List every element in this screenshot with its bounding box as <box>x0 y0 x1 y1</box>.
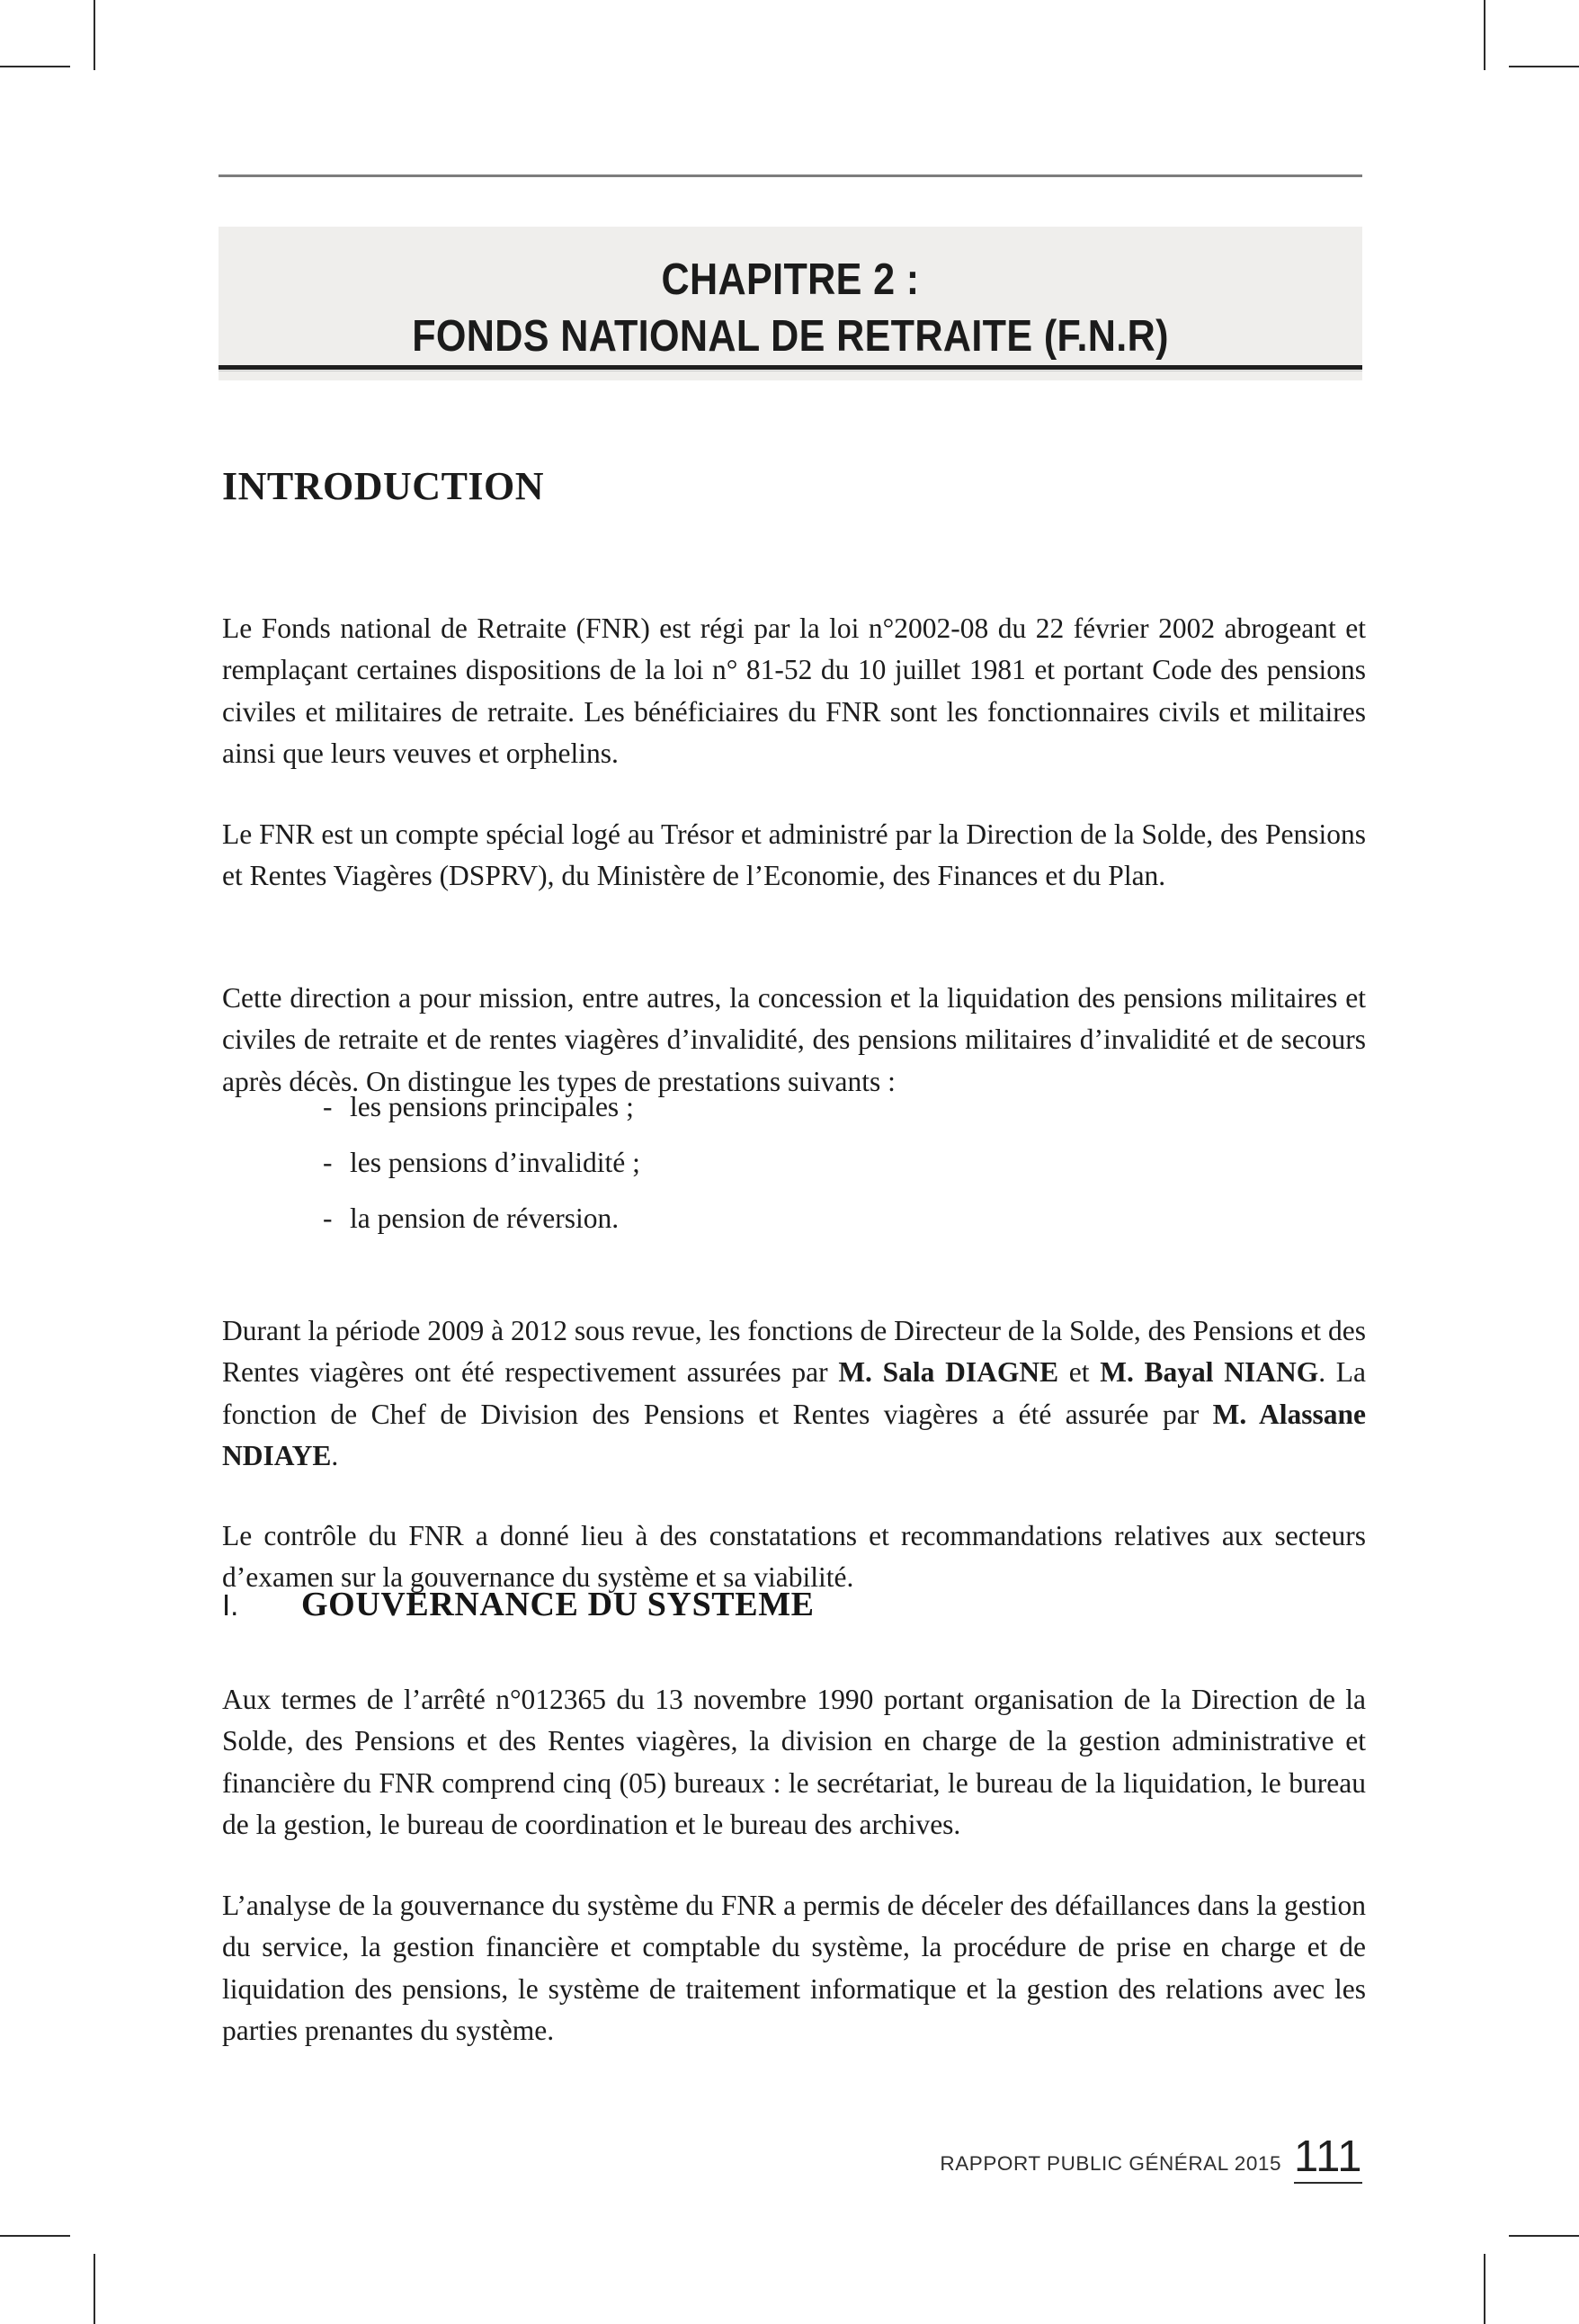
paragraph-control-findings: Le contrôle du FNR a donné lieu à des constatations et recommandations relatives aux secteurs d’examen sur la gouvernance du système et sa viabilité. <box>222 1519 1366 1593</box>
officials-text-part-2: et <box>1058 1356 1101 1388</box>
section-title: GOUVERNANCE DU SYSTEME <box>301 1586 815 1623</box>
officials-text-part-4: . <box>331 1440 339 1471</box>
prestation-types-list <box>222 1079 1366 1247</box>
page-footer <box>219 2132 1362 2184</box>
list-item-label: la pension de réversion. <box>350 1202 620 1234</box>
official-name-bayal-niang: M. Bayal NIANG <box>1100 1356 1319 1388</box>
footer-page-number: 111 <box>1294 2132 1362 2181</box>
crop-mark-bottom-left-vertical <box>94 2254 95 2324</box>
footer-report-label: RAPPORT PUBLIC GÉNÉRAL 2015 <box>940 2152 1282 2176</box>
crop-mark-top-left-horizontal <box>0 66 70 67</box>
officials-text-part-3: . La fonction de Chef de Division des Pensions et Rentes viagères a été assurée par <box>222 1356 1367 1430</box>
introduction-heading: INTRODUCTION <box>222 464 545 509</box>
page-content <box>219 0 1367 2302</box>
officials-text-part-1: Durant la période 2009 à 2012 sous revue, les fonctions de Directeur de la Solde, des Pensions et des Rentes viagères ont été respectivement assurées par <box>222 1314 1366 1388</box>
footer-page-number-rule <box>1294 2182 1362 2184</box>
list-bullet-marker: - <box>323 1202 333 1234</box>
footer-page-number-wrap <box>1294 2132 1362 2184</box>
paragraph-direction-mission: Cette direction a pour mission, entre autres, la concession et la liquidation des pensions militaires et civiles de retraite et de rentes viagères d’invalidité, des pensions militaires d’invalidité et de secours après décès. On distingue les types de prestations suivants : <box>222 981 1366 1097</box>
list-item <box>222 1191 1366 1247</box>
header-rule <box>219 174 1362 177</box>
crop-mark-top-right-horizontal <box>1509 66 1579 67</box>
crop-mark-bottom-left-horizontal <box>0 2235 70 2237</box>
official-name-sala-diagne: M. Sala DIAGNE <box>838 1356 1059 1388</box>
section-heading-gouvernance <box>222 1585 1366 1624</box>
section-number: I. <box>222 1588 239 1622</box>
crop-mark-bottom-right-horizontal <box>1509 2235 1579 2237</box>
paragraph-analysis-findings: L’analyse de la gouvernance du système du FNR a permis de déceler des défaillances dans la gestion du service, la gestion financière et comptable du système, la procédure de prise en charge et de liquidation des pensions, le système de traitement informatique et la gestion des relations avec les parties prenantes du système. <box>222 1889 1366 2046</box>
list-item-label: les pensions principales ; <box>350 1091 634 1122</box>
crop-mark-bottom-right-vertical <box>1484 2254 1485 2324</box>
chapter-banner-rule <box>219 365 1362 370</box>
crop-mark-top-right-vertical <box>1484 0 1485 70</box>
list-bullet-marker: - <box>323 1147 333 1178</box>
chapter-banner <box>219 227 1362 380</box>
paragraph-fnr-special-account: Le FNR est un compte spécial logé au Trésor et administré par la Direction de la Solde, des Pensions et Rentes Viagères (DSPRV), du Ministère de l’Economie, des Finances et du Plan. <box>222 818 1366 891</box>
official-name-alassane-ndiaye: M. Alassane NDIAYE <box>222 1398 1367 1471</box>
chapter-banner-line-2: FONDS NATIONAL DE RETRAITE (F.N.R) <box>412 311 1169 361</box>
paragraph-arrete-organisation: Aux termes de l’arrêté n°012365 du 13 novembre 1990 portant organisation de la Direction de la Solde, des Pensions et des Rentes viagères, la division en charge de la gestion administrative et financière du FNR comprend cinq (05) bureaux : le secrétariat, le bureau de la liquidation, le bureau de la gestion, le bureau de coordination et le bureau des archives. <box>222 1683 1366 1840</box>
list-item <box>222 1079 1366 1135</box>
list-item-label: les pensions d’invalidité ; <box>350 1147 640 1178</box>
paragraph-fnr-law: Le Fonds national de Retraite (FNR) est régi par la loi n°2002-08 du 22 février 2002 abrogeant et remplaçant certaines dispositions de la loi n° 81-52 du 10 juillet 1981 et portant Code des pensions civiles et militaires de retraite. Les bénéficiaires du FNR sont les fonctionnaires civils et militaires ainsi que leurs veuves et orphelins. <box>222 612 1366 769</box>
chapter-banner-line-1: CHAPITRE 2 : <box>661 255 920 304</box>
paragraph-officials <box>222 1310 1366 1478</box>
list-item <box>222 1135 1366 1191</box>
list-bullet-marker: - <box>323 1091 333 1122</box>
crop-mark-top-left-vertical <box>94 0 95 70</box>
